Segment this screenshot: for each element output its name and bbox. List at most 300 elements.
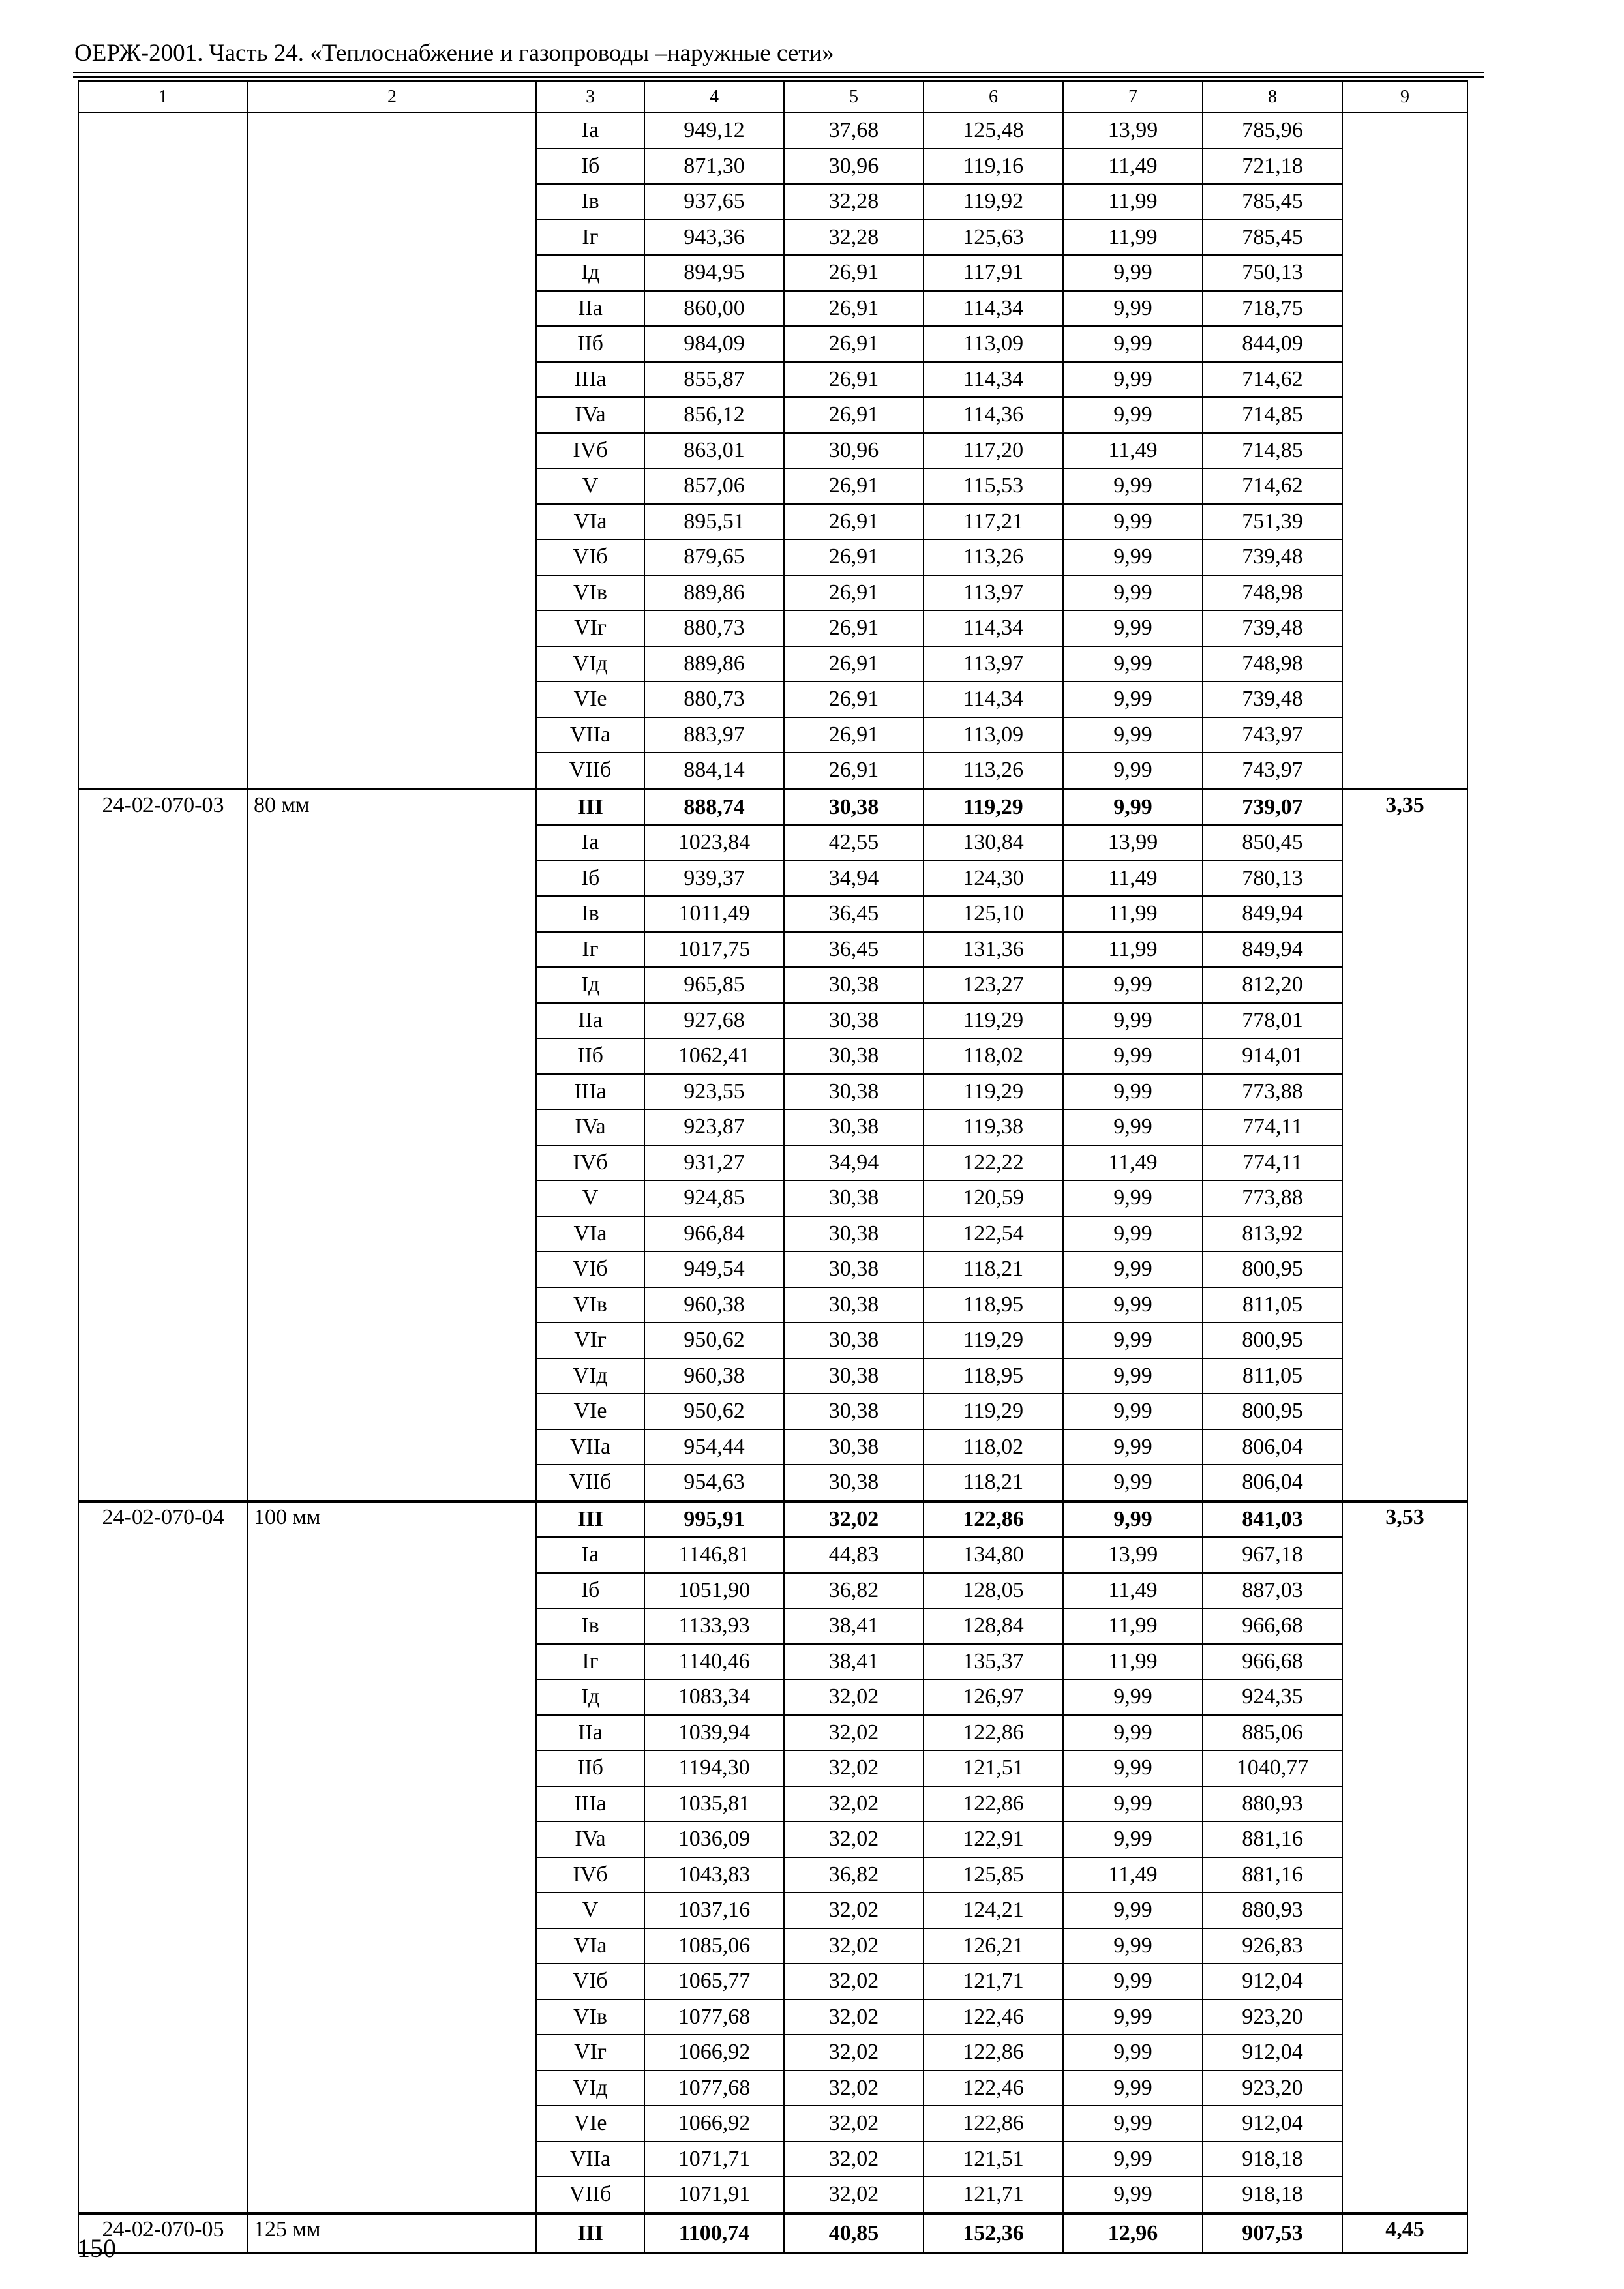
column-number: 4 bbox=[644, 81, 784, 113]
column-number: 3 bbox=[536, 81, 644, 113]
col8-cell: 907,53 bbox=[1203, 2213, 1342, 2254]
col8-cell: 813,92 bbox=[1203, 1216, 1342, 1252]
col7-cell: 9,99 bbox=[1063, 1750, 1203, 1786]
col8-cell: 812,20 bbox=[1203, 967, 1342, 1003]
code-cell: 24-02-070-05 bbox=[78, 2213, 248, 2254]
col4-cell: 950,62 bbox=[644, 1394, 784, 1429]
col5-cell: 30,96 bbox=[784, 433, 924, 469]
col6-cell: 113,97 bbox=[924, 575, 1063, 611]
col6-cell: 114,34 bbox=[924, 610, 1063, 646]
col6-cell: 118,02 bbox=[924, 1429, 1063, 1465]
col6-cell: 113,97 bbox=[924, 646, 1063, 682]
variant-cell: VIг bbox=[536, 2035, 644, 2071]
col4-cell: 1146,81 bbox=[644, 1537, 784, 1573]
col5-cell: 32,02 bbox=[784, 1715, 924, 1751]
col5-cell: 30,38 bbox=[784, 967, 924, 1003]
col8-cell: 751,39 bbox=[1203, 504, 1342, 540]
col4-cell: 1100,74 bbox=[644, 2213, 784, 2254]
variant-cell: VIв bbox=[536, 1999, 644, 2035]
col6-cell: 118,95 bbox=[924, 1358, 1063, 1394]
col7-cell: 9,99 bbox=[1063, 1323, 1203, 1358]
col5-cell: 26,91 bbox=[784, 646, 924, 682]
col8-cell: 849,94 bbox=[1203, 896, 1342, 932]
col6-cell: 122,22 bbox=[924, 1145, 1063, 1181]
col7-cell: 9,99 bbox=[1063, 1999, 1203, 2035]
col6-cell: 118,21 bbox=[924, 1251, 1063, 1287]
col6-cell: 114,34 bbox=[924, 291, 1063, 327]
variant-cell: IIIa bbox=[536, 1074, 644, 1110]
col8-cell: 785,45 bbox=[1203, 220, 1342, 256]
variant-cell: Iг bbox=[536, 1644, 644, 1680]
code-cell: 24-02-070-03 bbox=[78, 789, 248, 1501]
col8-cell: 880,93 bbox=[1203, 1893, 1342, 1928]
col6-cell: 122,86 bbox=[924, 1786, 1063, 1822]
col5-cell: 26,91 bbox=[784, 539, 924, 575]
col8-cell: 881,16 bbox=[1203, 1821, 1342, 1857]
col4-cell: 966,84 bbox=[644, 1216, 784, 1252]
col7-cell: 9,99 bbox=[1063, 967, 1203, 1003]
column-number-row bbox=[78, 81, 1467, 113]
col7-cell: 9,99 bbox=[1063, 1501, 1203, 1538]
variant-cell: VIIa bbox=[536, 2142, 644, 2177]
variant-cell: VIIб bbox=[536, 1465, 644, 1501]
variant-cell: IVб bbox=[536, 1857, 644, 1893]
col8-cell: 926,83 bbox=[1203, 1928, 1342, 1964]
col8-cell: 739,48 bbox=[1203, 610, 1342, 646]
col8-cell: 880,93 bbox=[1203, 1786, 1342, 1822]
col6-cell: 114,34 bbox=[924, 681, 1063, 717]
col4-cell: 949,12 bbox=[644, 113, 784, 149]
col4-cell: 1037,16 bbox=[644, 1893, 784, 1928]
col4-cell: 1062,41 bbox=[644, 1038, 784, 1074]
col7-cell: 9,99 bbox=[1063, 2177, 1203, 2213]
col7-cell: 9,99 bbox=[1063, 2106, 1203, 2142]
col7-cell: 9,99 bbox=[1063, 1715, 1203, 1751]
variant-cell: VIв bbox=[536, 1287, 644, 1323]
col8-cell: 966,68 bbox=[1203, 1644, 1342, 1680]
col6-cell: 122,46 bbox=[924, 1999, 1063, 2035]
header-rule-bottom bbox=[73, 76, 1484, 78]
col7-cell: 9,99 bbox=[1063, 610, 1203, 646]
variant-cell: VIIa bbox=[536, 1429, 644, 1465]
col7-cell: 11,99 bbox=[1063, 1644, 1203, 1680]
col5-cell: 30,38 bbox=[784, 1003, 924, 1039]
col7-cell: 11,49 bbox=[1063, 861, 1203, 897]
header-rule-top bbox=[73, 72, 1484, 73]
col6-cell: 125,63 bbox=[924, 220, 1063, 256]
table-row bbox=[78, 2213, 1467, 2254]
col7-cell: 9,99 bbox=[1063, 1786, 1203, 1822]
col5-cell: 30,38 bbox=[784, 1323, 924, 1358]
col5-cell: 30,38 bbox=[784, 1465, 924, 1501]
col4-cell: 1043,83 bbox=[644, 1857, 784, 1893]
col6-cell: 113,09 bbox=[924, 717, 1063, 753]
col5-cell: 36,82 bbox=[784, 1857, 924, 1893]
col9-cell bbox=[1342, 113, 1467, 789]
col5-cell: 32,02 bbox=[784, 2071, 924, 2106]
col4-cell: 895,51 bbox=[644, 504, 784, 540]
col7-cell: 9,99 bbox=[1063, 717, 1203, 753]
col4-cell: 960,38 bbox=[644, 1287, 784, 1323]
col6-cell: 117,20 bbox=[924, 433, 1063, 469]
col7-cell: 11,99 bbox=[1063, 184, 1203, 220]
col5-cell: 32,02 bbox=[784, 1964, 924, 1999]
col4-cell: 943,36 bbox=[644, 220, 784, 256]
variant-cell: VIг bbox=[536, 610, 644, 646]
col5-cell: 36,82 bbox=[784, 1573, 924, 1609]
col4-cell: 884,14 bbox=[644, 753, 784, 789]
col4-cell: 954,44 bbox=[644, 1429, 784, 1465]
col4-cell: 1133,93 bbox=[644, 1608, 784, 1644]
col8-cell: 912,04 bbox=[1203, 2106, 1342, 2142]
col7-cell: 11,99 bbox=[1063, 220, 1203, 256]
col6-cell: 126,21 bbox=[924, 1928, 1063, 1964]
col4-cell: 949,54 bbox=[644, 1251, 784, 1287]
col7-cell: 9,99 bbox=[1063, 2142, 1203, 2177]
col7-cell: 9,99 bbox=[1063, 1038, 1203, 1074]
diameter-cell bbox=[248, 113, 536, 789]
col4-cell: 1023,84 bbox=[644, 825, 784, 861]
col5-cell: 30,38 bbox=[784, 1429, 924, 1465]
col8-cell: 811,05 bbox=[1203, 1287, 1342, 1323]
col5-cell: 26,91 bbox=[784, 255, 924, 291]
variant-cell: Ia bbox=[536, 1537, 644, 1573]
col7-cell: 11,49 bbox=[1063, 149, 1203, 185]
col8-cell: 967,18 bbox=[1203, 1537, 1342, 1573]
col6-cell: 122,86 bbox=[924, 1715, 1063, 1751]
col4-cell: 883,97 bbox=[644, 717, 784, 753]
col4-cell: 1051,90 bbox=[644, 1573, 784, 1609]
col7-cell: 9,99 bbox=[1063, 504, 1203, 540]
col7-cell: 9,99 bbox=[1063, 1821, 1203, 1857]
variant-cell: VIe bbox=[536, 1394, 644, 1429]
col7-cell: 11,99 bbox=[1063, 932, 1203, 968]
col5-cell: 30,38 bbox=[784, 1394, 924, 1429]
col4-cell: 889,86 bbox=[644, 575, 784, 611]
col5-cell: 44,83 bbox=[784, 1537, 924, 1573]
col5-cell: 30,38 bbox=[784, 1109, 924, 1145]
column-number: 8 bbox=[1203, 81, 1342, 113]
variant-cell: Iб bbox=[536, 149, 644, 185]
col6-cell: 126,97 bbox=[924, 1679, 1063, 1715]
col4-cell: 1085,06 bbox=[644, 1928, 784, 1964]
variant-cell: Iг bbox=[536, 932, 644, 968]
col6-cell: 128,84 bbox=[924, 1608, 1063, 1644]
variant-cell: Iг bbox=[536, 220, 644, 256]
col8-cell: 806,04 bbox=[1203, 1429, 1342, 1465]
variant-cell: IVб bbox=[536, 433, 644, 469]
col6-cell: 117,91 bbox=[924, 255, 1063, 291]
col8-cell: 806,04 bbox=[1203, 1465, 1342, 1501]
col8-cell: 780,13 bbox=[1203, 861, 1342, 897]
table-row bbox=[78, 1501, 1467, 1538]
col7-cell: 11,99 bbox=[1063, 1608, 1203, 1644]
col6-cell: 118,02 bbox=[924, 1038, 1063, 1074]
col8-cell: 743,97 bbox=[1203, 753, 1342, 789]
col5-cell: 26,91 bbox=[784, 397, 924, 433]
col4-cell: 1066,92 bbox=[644, 2035, 784, 2071]
col5-cell: 26,91 bbox=[784, 291, 924, 327]
col5-cell: 32,02 bbox=[784, 1786, 924, 1822]
diameter-cell: 80 мм bbox=[248, 789, 536, 1501]
col7-cell: 9,99 bbox=[1063, 1216, 1203, 1252]
col4-cell: 879,65 bbox=[644, 539, 784, 575]
col7-cell: 13,99 bbox=[1063, 825, 1203, 861]
col4-cell: 1011,49 bbox=[644, 896, 784, 932]
col4-cell: 984,09 bbox=[644, 326, 784, 362]
col6-cell: 113,26 bbox=[924, 753, 1063, 789]
col7-cell: 9,99 bbox=[1063, 468, 1203, 504]
col6-cell: 125,48 bbox=[924, 113, 1063, 149]
col8-cell: 714,85 bbox=[1203, 433, 1342, 469]
col5-cell: 32,02 bbox=[784, 1679, 924, 1715]
col8-cell: 966,68 bbox=[1203, 1608, 1342, 1644]
col4-cell: 856,12 bbox=[644, 397, 784, 433]
col7-cell: 9,99 bbox=[1063, 1465, 1203, 1501]
col5-cell: 40,85 bbox=[784, 2213, 924, 2254]
rates-table bbox=[78, 80, 1468, 2254]
col5-cell: 32,02 bbox=[784, 2106, 924, 2142]
col5-cell: 26,91 bbox=[784, 468, 924, 504]
col8-cell: 918,18 bbox=[1203, 2142, 1342, 2177]
col4-cell: 1039,94 bbox=[644, 1715, 784, 1751]
variant-cell: VIe bbox=[536, 681, 644, 717]
col8-cell: 748,98 bbox=[1203, 646, 1342, 682]
col6-cell: 121,71 bbox=[924, 1964, 1063, 1999]
variant-cell: Ia bbox=[536, 825, 644, 861]
col6-cell: 115,53 bbox=[924, 468, 1063, 504]
variant-cell: VIд bbox=[536, 646, 644, 682]
col4-cell: 954,63 bbox=[644, 1465, 784, 1501]
col6-cell: 122,54 bbox=[924, 1216, 1063, 1252]
col7-cell: 9,99 bbox=[1063, 1003, 1203, 1039]
col4-cell: 894,95 bbox=[644, 255, 784, 291]
col4-cell: 863,01 bbox=[644, 433, 784, 469]
col4-cell: 931,27 bbox=[644, 1145, 784, 1181]
col5-cell: 38,41 bbox=[784, 1608, 924, 1644]
col8-cell: 887,03 bbox=[1203, 1573, 1342, 1609]
col4-cell: 857,06 bbox=[644, 468, 784, 504]
column-number: 6 bbox=[924, 81, 1063, 113]
col8-cell: 912,04 bbox=[1203, 2035, 1342, 2071]
col6-cell: 121,71 bbox=[924, 2177, 1063, 2213]
variant-cell: VIIб bbox=[536, 2177, 644, 2213]
col7-cell: 9,99 bbox=[1063, 1893, 1203, 1928]
col5-cell: 36,45 bbox=[784, 896, 924, 932]
col8-cell: 918,18 bbox=[1203, 2177, 1342, 2213]
col7-cell: 9,99 bbox=[1063, 1109, 1203, 1145]
variant-cell: IVб bbox=[536, 1145, 644, 1181]
variant-cell: IIIa bbox=[536, 362, 644, 398]
col6-cell: 125,85 bbox=[924, 1857, 1063, 1893]
col4-cell: 995,91 bbox=[644, 1501, 784, 1538]
col4-cell: 1036,09 bbox=[644, 1821, 784, 1857]
variant-cell: Iв bbox=[536, 184, 644, 220]
variant-cell: IIIa bbox=[536, 1786, 644, 1822]
variant-cell: III bbox=[536, 789, 644, 826]
col6-cell: 119,29 bbox=[924, 1003, 1063, 1039]
col5-cell: 32,02 bbox=[784, 1821, 924, 1857]
col8-cell: 849,94 bbox=[1203, 932, 1342, 968]
col6-cell: 130,84 bbox=[924, 825, 1063, 861]
variant-cell: Iв bbox=[536, 1608, 644, 1644]
col5-cell: 30,38 bbox=[784, 1074, 924, 1110]
col7-cell: 9,99 bbox=[1063, 1964, 1203, 1999]
col8-cell: 785,96 bbox=[1203, 113, 1342, 149]
variant-cell: VIб bbox=[536, 1964, 644, 1999]
col6-cell: 114,34 bbox=[924, 362, 1063, 398]
col5-cell: 30,96 bbox=[784, 149, 924, 185]
col7-cell: 13,99 bbox=[1063, 113, 1203, 149]
col7-cell: 9,99 bbox=[1063, 1928, 1203, 1964]
col5-cell: 37,68 bbox=[784, 113, 924, 149]
col7-cell: 9,99 bbox=[1063, 362, 1203, 398]
col8-cell: 748,98 bbox=[1203, 575, 1342, 611]
col5-cell: 34,94 bbox=[784, 1145, 924, 1181]
variant-cell: Iб bbox=[536, 1573, 644, 1609]
col6-cell: 119,38 bbox=[924, 1109, 1063, 1145]
col6-cell: 113,26 bbox=[924, 539, 1063, 575]
col8-cell: 844,09 bbox=[1203, 326, 1342, 362]
table-row bbox=[78, 789, 1467, 826]
col5-cell: 32,02 bbox=[784, 1893, 924, 1928]
col7-cell: 13,99 bbox=[1063, 1537, 1203, 1573]
col8-cell: 811,05 bbox=[1203, 1358, 1342, 1394]
col4-cell: 1077,68 bbox=[644, 1999, 784, 2035]
col5-cell: 36,45 bbox=[784, 932, 924, 968]
col6-cell: 121,51 bbox=[924, 1750, 1063, 1786]
column-number: 5 bbox=[784, 81, 924, 113]
col4-cell: 1066,92 bbox=[644, 2106, 784, 2142]
col9-cell: 4,45 bbox=[1342, 2213, 1467, 2254]
table-row bbox=[78, 113, 1467, 149]
col8-cell: 881,16 bbox=[1203, 1857, 1342, 1893]
col7-cell: 9,99 bbox=[1063, 291, 1203, 327]
col7-cell: 9,99 bbox=[1063, 789, 1203, 826]
col6-cell: 119,29 bbox=[924, 789, 1063, 826]
variant-cell: Iв bbox=[536, 896, 644, 932]
column-number: 7 bbox=[1063, 81, 1203, 113]
col5-cell: 26,91 bbox=[784, 717, 924, 753]
col8-cell: 924,35 bbox=[1203, 1679, 1342, 1715]
variant-cell: V bbox=[536, 468, 644, 504]
variant-cell: III bbox=[536, 1501, 644, 1538]
col8-cell: 800,95 bbox=[1203, 1394, 1342, 1429]
variant-cell: VIa bbox=[536, 1928, 644, 1964]
col6-cell: 124,21 bbox=[924, 1893, 1063, 1928]
col5-cell: 38,41 bbox=[784, 1644, 924, 1680]
col8-cell: 914,01 bbox=[1203, 1038, 1342, 1074]
col6-cell: 119,16 bbox=[924, 149, 1063, 185]
col5-cell: 32,28 bbox=[784, 184, 924, 220]
col5-cell: 26,91 bbox=[784, 326, 924, 362]
col4-cell: 923,55 bbox=[644, 1074, 784, 1110]
col5-cell: 30,38 bbox=[784, 1287, 924, 1323]
col8-cell: 714,85 bbox=[1203, 397, 1342, 433]
column-number: 9 bbox=[1342, 81, 1467, 113]
col5-cell: 30,38 bbox=[784, 1216, 924, 1252]
col4-cell: 888,74 bbox=[644, 789, 784, 826]
col6-cell: 131,36 bbox=[924, 932, 1063, 968]
variant-cell: IIa bbox=[536, 1715, 644, 1751]
col8-cell: 721,18 bbox=[1203, 149, 1342, 185]
col7-cell: 12,96 bbox=[1063, 2213, 1203, 2254]
col4-cell: 889,86 bbox=[644, 646, 784, 682]
page-number: 150 bbox=[77, 2234, 116, 2263]
variant-cell: IIa bbox=[536, 291, 644, 327]
variant-cell: IVa bbox=[536, 1109, 644, 1145]
col8-cell: 923,20 bbox=[1203, 2071, 1342, 2106]
col7-cell: 9,99 bbox=[1063, 1679, 1203, 1715]
variant-cell: IIб bbox=[536, 1038, 644, 1074]
col9-cell: 3,53 bbox=[1342, 1501, 1467, 2213]
col8-cell: 739,48 bbox=[1203, 539, 1342, 575]
code-cell bbox=[78, 113, 248, 789]
col7-cell: 9,99 bbox=[1063, 326, 1203, 362]
col7-cell: 11,99 bbox=[1063, 896, 1203, 932]
variant-cell: VIIa bbox=[536, 717, 644, 753]
column-number: 2 bbox=[248, 81, 536, 113]
col4-cell: 1077,68 bbox=[644, 2071, 784, 2106]
col6-cell: 122,86 bbox=[924, 2035, 1063, 2071]
col7-cell: 9,99 bbox=[1063, 1429, 1203, 1465]
col5-cell: 32,02 bbox=[784, 2035, 924, 2071]
col4-cell: 939,37 bbox=[644, 861, 784, 897]
col5-cell: 26,91 bbox=[784, 504, 924, 540]
col4-cell: 950,62 bbox=[644, 1323, 784, 1358]
col4-cell: 960,38 bbox=[644, 1358, 784, 1394]
col5-cell: 26,91 bbox=[784, 575, 924, 611]
col8-cell: 774,11 bbox=[1203, 1145, 1342, 1181]
col7-cell: 9,99 bbox=[1063, 397, 1203, 433]
col7-cell: 9,99 bbox=[1063, 539, 1203, 575]
variant-cell: IIa bbox=[536, 1003, 644, 1039]
col7-cell: 11,49 bbox=[1063, 1573, 1203, 1609]
col8-cell: 850,45 bbox=[1203, 825, 1342, 861]
col6-cell: 125,10 bbox=[924, 896, 1063, 932]
col6-cell: 119,29 bbox=[924, 1394, 1063, 1429]
col7-cell: 11,49 bbox=[1063, 1145, 1203, 1181]
col6-cell: 122,86 bbox=[924, 2106, 1063, 2142]
col5-cell: 32,28 bbox=[784, 220, 924, 256]
code-cell: 24-02-070-04 bbox=[78, 1501, 248, 2213]
col4-cell: 1194,30 bbox=[644, 1750, 784, 1786]
variant-cell: IIб bbox=[536, 326, 644, 362]
col5-cell: 30,38 bbox=[784, 1180, 924, 1216]
col7-cell: 9,99 bbox=[1063, 575, 1203, 611]
variant-cell: Iб bbox=[536, 861, 644, 897]
diameter-cell: 125 мм bbox=[248, 2213, 536, 2254]
col9-cell: 3,35 bbox=[1342, 789, 1467, 1501]
col6-cell: 135,37 bbox=[924, 1644, 1063, 1680]
col7-cell: 9,99 bbox=[1063, 1180, 1203, 1216]
col5-cell: 32,02 bbox=[784, 2142, 924, 2177]
col5-cell: 26,91 bbox=[784, 681, 924, 717]
col4-cell: 1140,46 bbox=[644, 1644, 784, 1680]
col4-cell: 965,85 bbox=[644, 967, 784, 1003]
variant-cell: VIe bbox=[536, 2106, 644, 2142]
col6-cell: 122,91 bbox=[924, 1821, 1063, 1857]
variant-cell: VIб bbox=[536, 1251, 644, 1287]
col4-cell: 1035,81 bbox=[644, 1786, 784, 1822]
variant-cell: VIa bbox=[536, 504, 644, 540]
col7-cell: 9,99 bbox=[1063, 2035, 1203, 2071]
col5-cell: 30,38 bbox=[784, 1038, 924, 1074]
col6-cell: 128,05 bbox=[924, 1573, 1063, 1609]
variant-cell: V bbox=[536, 1180, 644, 1216]
col4-cell: 924,85 bbox=[644, 1180, 784, 1216]
variant-cell: Ia bbox=[536, 113, 644, 149]
